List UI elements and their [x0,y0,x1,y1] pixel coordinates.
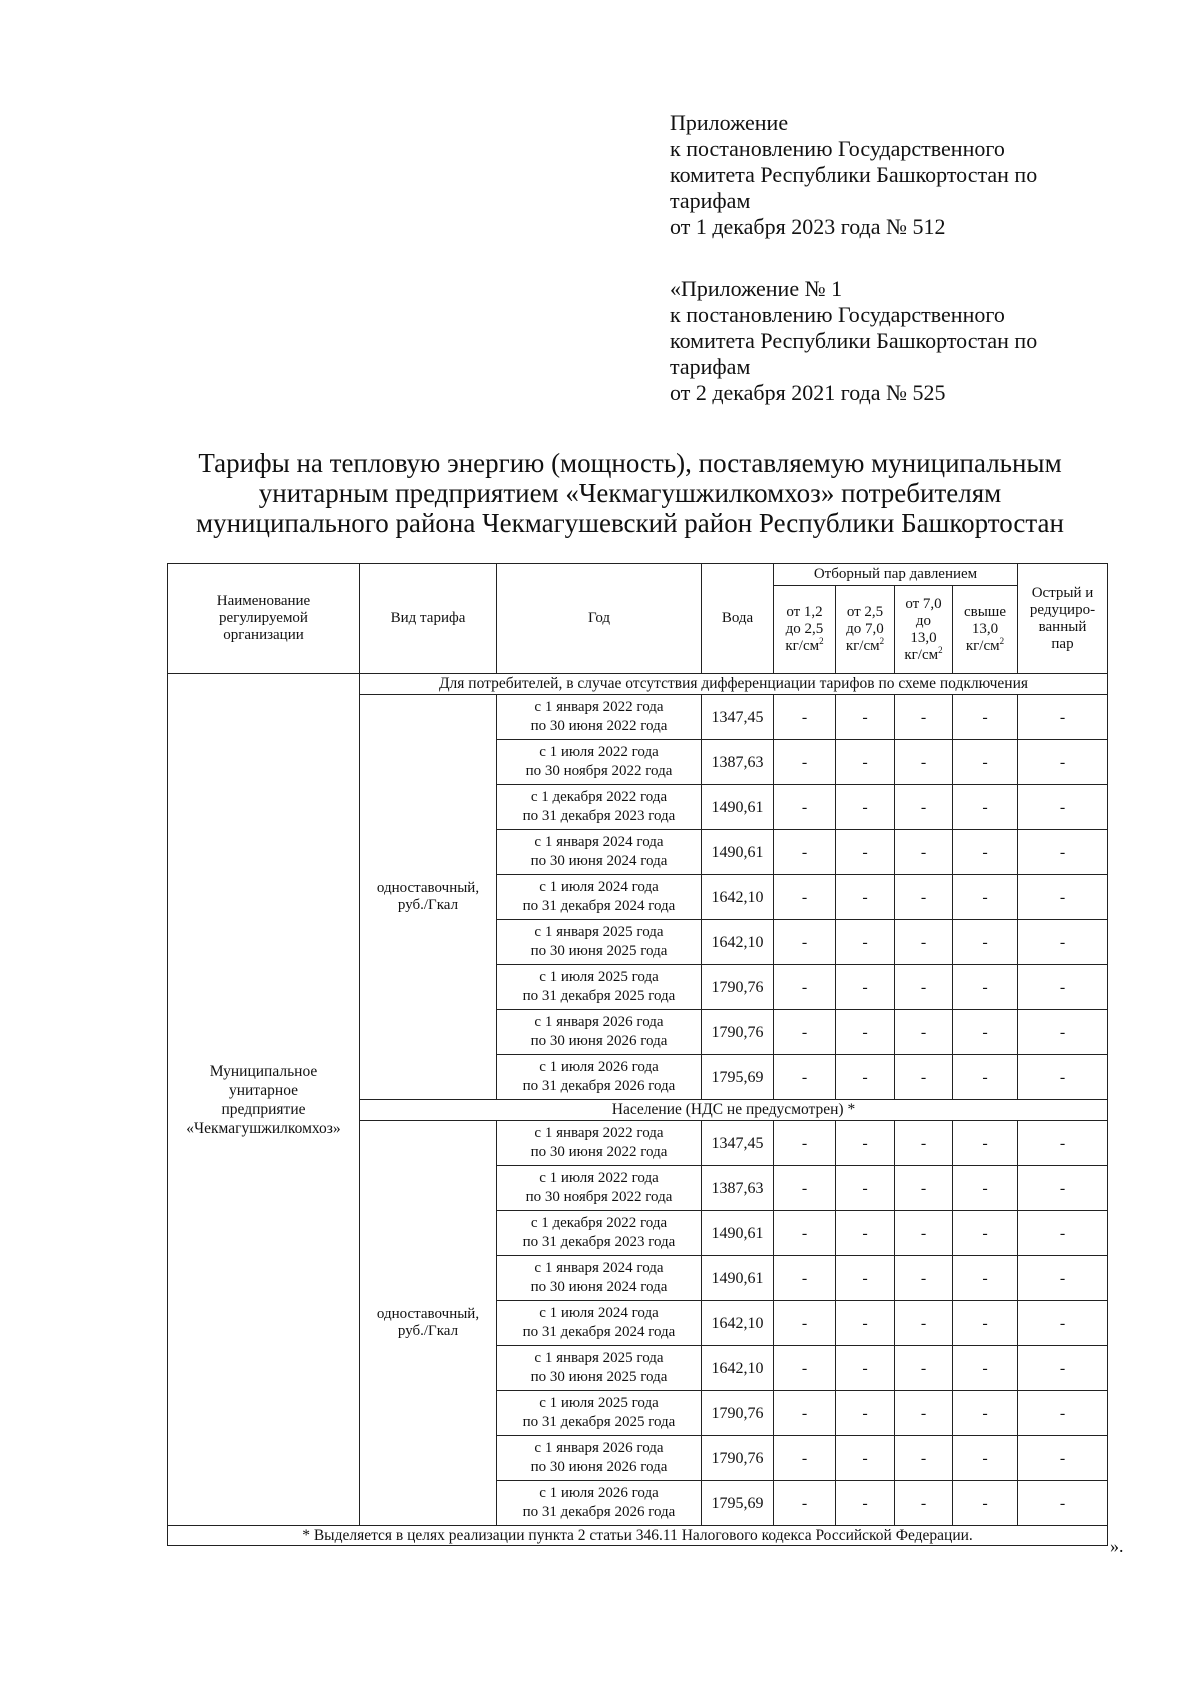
pressure-3-cell: - [895,1436,953,1481]
period-cell: с 1 декабря 2022 года по 31 декабря 2023 года [497,785,702,830]
pressure-2-cell: - [836,695,895,740]
sharp-steam-cell: - [1018,1301,1108,1346]
annex-line: к постановлению Государственного [670,302,1005,327]
pressure-1-cell: - [774,785,836,830]
annex-line: «Приложение № 1 [670,276,843,301]
period-cell: с 1 января 2025 года по 30 июня 2025 года [497,920,702,965]
pressure-3-cell: - [895,1301,953,1346]
annex-line: Приложение [670,110,789,135]
section-title: Население (НДС не предусмотрен) * [360,1100,1108,1121]
pressure-3-cell: - [895,920,953,965]
water-value: 1347,45 [702,1121,774,1166]
sharp-steam-cell: - [1018,830,1108,875]
water-value: 1642,10 [702,920,774,965]
closing-quote: ». [1110,1536,1124,1556]
water-value: 1490,61 [702,1256,774,1301]
annex-previous [670,276,1130,406]
water-value: 1790,76 [702,1010,774,1055]
pressure-3-cell: - [895,740,953,785]
sharp-steam-cell: - [1018,1256,1108,1301]
pressure-4-cell: - [953,1121,1018,1166]
water-value: 1795,69 [702,1481,774,1526]
pressure-1-cell: - [774,1055,836,1100]
sharp-steam-cell: - [1018,1211,1108,1256]
period-cell: с 1 января 2024 года по 30 июня 2024 года [497,1256,702,1301]
pressure-3-cell: - [895,1256,953,1301]
tariff-type-cell: одноставочный, руб./Гкал [360,695,497,1100]
header-pressure-2: от 2,5 до 7,0 $кг/см^2$ [836,586,895,674]
organization-name: Муниципальное унитарное предприятие «Чекмагушжилкомхоз» [168,674,360,1526]
pressure-1-cell: - [774,1391,836,1436]
sharp-steam-cell: - [1018,1346,1108,1391]
sharp-steam-cell: - [1018,740,1108,785]
pressure-1-cell: - [774,1211,836,1256]
title-line: муниципального района Чекмагушевский район Республики Башкортостан [196,508,1064,538]
annex-line: тарифам [670,354,751,379]
pressure-3-cell: - [895,1010,953,1055]
pressure-3-cell: - [895,695,953,740]
period-cell: с 1 января 2026 года по 30 июня 2026 года [497,1010,702,1055]
header-steam-group: Отборный пар давлением [774,564,1018,586]
pressure-2-cell: - [836,1010,895,1055]
annex-line: тарифам [670,188,751,213]
period-cell: с 1 июля 2022 года по 30 ноября 2022 года [497,740,702,785]
annex-line: от 1 декабря 2023 года № 512 [670,214,946,239]
pressure-2-cell: - [836,1436,895,1481]
pressure-4-cell: - [953,1010,1018,1055]
pressure-1-cell: - [774,1010,836,1055]
pressure-2-cell: - [836,1346,895,1391]
annex-line: комитета Республики Башкортостан по [670,328,1038,353]
title-line: унитарным предприятием «Чекмагушжилкомхоз» потребителям [258,478,1002,508]
header-sharp-steam: Острый и редуциро- ванный пар [1018,564,1108,674]
period-cell: с 1 января 2022 года по 30 июня 2022 года [497,1121,702,1166]
period-cell: с 1 декабря 2022 года по 31 декабря 2023 года [497,1211,702,1256]
pressure-2-cell: - [836,740,895,785]
sharp-steam-cell: - [1018,1166,1108,1211]
pressure-3-cell: - [895,1166,953,1211]
pressure-1-cell: - [774,695,836,740]
period-cell: с 1 июля 2022 года по 30 ноября 2022 года [497,1166,702,1211]
pressure-3-cell: - [895,830,953,875]
water-value: 1387,63 [702,740,774,785]
sharp-steam-cell: - [1018,1391,1108,1436]
header-organization: Наименование регулируемой организации [168,564,360,674]
pressure-2-cell: - [836,1121,895,1166]
pressure-4-cell: - [953,785,1018,830]
header-year: Год [497,564,702,674]
pressure-4-cell: - [953,1055,1018,1100]
sharp-steam-cell: - [1018,875,1108,920]
pressure-3-cell: - [895,1121,953,1166]
pressure-3-cell: - [895,1481,953,1526]
annex-line: к постановлению Государственного [670,136,1005,161]
pressure-2-cell: - [836,1166,895,1211]
pressure-2-cell: - [836,965,895,1010]
section-title: Для потребителей, в случае отсутствия дифференциации тарифов по схеме подключения [360,674,1108,695]
sharp-steam-cell: - [1018,920,1108,965]
pressure-2-cell: - [836,875,895,920]
pressure-3-cell: - [895,1346,953,1391]
title-line: Тарифы на тепловую энергию (мощность), поставляемую муниципальным [198,448,1062,478]
header-pressure-1: от 1,2 до 2,5 $кг/см^2$ [774,586,836,674]
pressure-2-cell: - [836,1391,895,1436]
pressure-2-cell: - [836,1256,895,1301]
water-value: 1387,63 [702,1166,774,1211]
header-pressure-3: от 7,0 до 13,0 $кг/см^2$ [895,586,953,674]
pressure-2-cell: - [836,1211,895,1256]
pressure-1-cell: - [774,1346,836,1391]
period-cell: с 1 июля 2025 года по 31 декабря 2025 года [497,1391,702,1436]
period-cell: с 1 января 2024 года по 30 июня 2024 года [497,830,702,875]
sharp-steam-cell: - [1018,1121,1108,1166]
annex-current [670,110,1130,240]
water-value: 1795,69 [702,1055,774,1100]
pressure-4-cell: - [953,965,1018,1010]
pressure-4-cell: - [953,1166,1018,1211]
sharp-steam-cell: - [1018,1481,1108,1526]
pressure-4-cell: - [953,740,1018,785]
sharp-steam-cell: - [1018,695,1108,740]
pressure-1-cell: - [774,1121,836,1166]
pressure-4-cell: - [953,1211,1018,1256]
pressure-2-cell: - [836,920,895,965]
pressure-3-cell: - [895,965,953,1010]
water-value: 1490,61 [702,785,774,830]
footnote: * Выделяется в целях реализации пункта 2 статьи 346.11 Налогового кодекса Российской Федерации. [168,1526,1108,1546]
water-value: 1347,45 [702,695,774,740]
tariff-table [167,563,1108,1546]
water-value: 1642,10 [702,1301,774,1346]
sharp-steam-cell: - [1018,785,1108,830]
pressure-3-cell: - [895,875,953,920]
sharp-steam-cell: - [1018,1436,1108,1481]
water-value: 1790,76 [702,1391,774,1436]
period-cell: с 1 июля 2026 года по 31 декабря 2026 года [497,1481,702,1526]
pressure-2-cell: - [836,1055,895,1100]
pressure-1-cell: - [774,920,836,965]
pressure-4-cell: - [953,1346,1018,1391]
pressure-2-cell: - [836,1301,895,1346]
document-title [150,448,1110,538]
header-water: Вода [702,564,774,674]
period-cell: с 1 июля 2026 года по 31 декабря 2026 года [497,1055,702,1100]
pressure-3-cell: - [895,785,953,830]
period-cell: с 1 января 2022 года по 30 июня 2022 года [497,695,702,740]
period-cell: с 1 июля 2025 года по 31 декабря 2025 года [497,965,702,1010]
pressure-1-cell: - [774,965,836,1010]
annex-line: от 2 декабря 2021 года № 525 [670,380,946,405]
sharp-steam-cell: - [1018,1055,1108,1100]
pressure-1-cell: - [774,1256,836,1301]
pressure-4-cell: - [953,1436,1018,1481]
water-value: 1642,10 [702,1346,774,1391]
pressure-3-cell: - [895,1211,953,1256]
sharp-steam-cell: - [1018,965,1108,1010]
pressure-4-cell: - [953,695,1018,740]
pressure-2-cell: - [836,1481,895,1526]
pressure-1-cell: - [774,1481,836,1526]
pressure-4-cell: - [953,920,1018,965]
pressure-1-cell: - [774,875,836,920]
pressure-4-cell: - [953,1301,1018,1346]
pressure-1-cell: - [774,740,836,785]
pressure-1-cell: - [774,1166,836,1211]
water-value: 1490,61 [702,830,774,875]
period-cell: с 1 января 2025 года по 30 июня 2025 года [497,1346,702,1391]
header-tariff-type: Вид тарифа [360,564,497,674]
pressure-1-cell: - [774,830,836,875]
pressure-1-cell: - [774,1301,836,1346]
period-cell: с 1 января 2026 года по 30 июня 2026 года [497,1436,702,1481]
period-cell: с 1 июля 2024 года по 31 декабря 2024 года [497,875,702,920]
pressure-2-cell: - [836,785,895,830]
water-value: 1490,61 [702,1211,774,1256]
pressure-4-cell: - [953,1481,1018,1526]
pressure-3-cell: - [895,1391,953,1436]
pressure-4-cell: - [953,875,1018,920]
water-value: 1642,10 [702,875,774,920]
pressure-4-cell: - [953,1391,1018,1436]
sharp-steam-cell: - [1018,1010,1108,1055]
pressure-4-cell: - [953,830,1018,875]
period-cell: с 1 июля 2024 года по 31 декабря 2024 года [497,1301,702,1346]
pressure-3-cell: - [895,1055,953,1100]
pressure-4-cell: - [953,1256,1018,1301]
water-value: 1790,76 [702,965,774,1010]
header-pressure-4: свыше 13,0 $кг/см^2$ [953,586,1018,674]
pressure-2-cell: - [836,830,895,875]
annex-line: комитета Республики Башкортостан по [670,162,1038,187]
water-value: 1790,76 [702,1436,774,1481]
tariff-type-cell: одноставочный, руб./Гкал [360,1121,497,1526]
pressure-1-cell: - [774,1436,836,1481]
